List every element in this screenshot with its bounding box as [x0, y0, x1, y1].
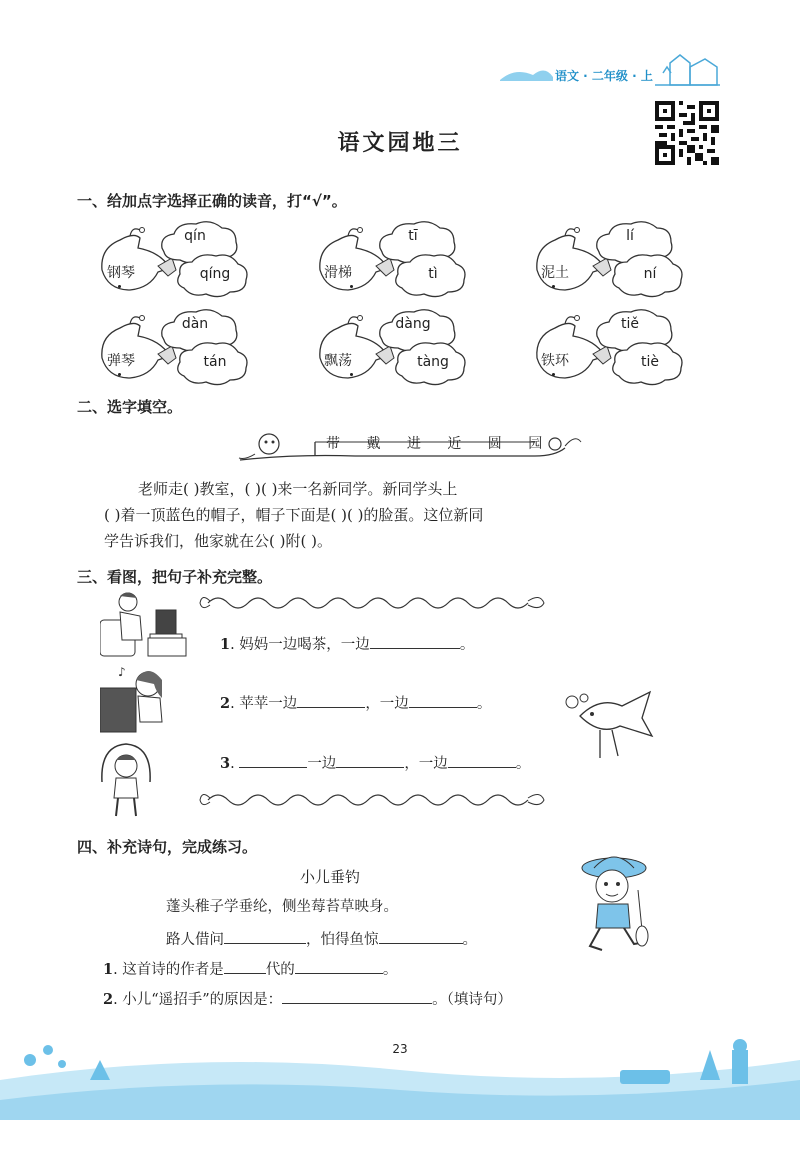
emphasis-dot: [118, 285, 121, 288]
paragraph-line-1[interactable]: 老师走( )教室，( )( )来一名新同学。新同学头上: [138, 480, 458, 498]
pinyin-option-5b[interactable]: tàng: [417, 354, 449, 370]
sentence-text: ，一边: [404, 756, 448, 772]
section4-heading: 四、补充诗句，完成练习。: [77, 838, 258, 856]
svg-text:♪: ♪: [118, 665, 126, 679]
section2-heading: 二、选字填空。: [77, 398, 183, 416]
question-text: 代的: [265, 962, 295, 978]
sentence-text: . 妈妈一边喝茶，一边: [230, 637, 370, 653]
emphasis-dot: [118, 373, 121, 376]
pinyin-option-1b[interactable]: qíng: [199, 266, 231, 282]
q-number: 2: [220, 695, 231, 712]
section3-heading: 三、看图，把句子补充完整。: [77, 568, 273, 586]
question-text: . 小儿“遥招手”的原因是：: [113, 992, 283, 1008]
q-number: 1: [220, 636, 231, 653]
answer-blank[interactable]: [224, 959, 266, 974]
page-title: 语文园地三: [337, 131, 463, 156]
pinyin-option-3a[interactable]: lí: [626, 228, 634, 244]
pinyin-exercise: [0, 0, 800, 400]
answer-blank[interactable]: [224, 929, 306, 944]
girl-playing-piano-image: [100, 662, 170, 734]
paragraph-line-3[interactable]: 学告诉我们，他家就在公( )附( )。: [104, 532, 332, 550]
poem-line-2: [166, 928, 477, 949]
header-text: 语文 · 二年级 · 上: [555, 69, 653, 83]
section1-heading: 一、给加点字选择正确的读音，打“√”。: [77, 192, 347, 210]
poem-text: ，怕得鱼惊: [306, 932, 379, 948]
answer-blank[interactable]: [409, 693, 477, 708]
footer-decoration: [0, 1020, 800, 1120]
pinyin-option-6b[interactable]: tiè: [641, 354, 659, 370]
answer-blank[interactable]: [448, 753, 516, 768]
answer-blank[interactable]: [379, 929, 463, 944]
answer-blank[interactable]: [370, 634, 460, 649]
word-4: 弹琴: [107, 353, 135, 369]
pinyin-option-5a[interactable]: dàng: [395, 316, 431, 332]
fishing-boy-image: [572, 850, 658, 955]
question-text: . 这首诗的作者是: [113, 962, 224, 978]
sentence-end: 。: [459, 637, 475, 653]
emphasis-dot: [350, 373, 353, 376]
fill-in-paragraph: [104, 476, 724, 554]
sentence-text: .: [230, 756, 240, 772]
fish-illustration: [560, 686, 655, 766]
question-reason: [103, 988, 512, 1009]
poem-line-1: 蓬头稚子学垂纶，侧坐莓苔草映身。: [166, 899, 398, 915]
pinyin-option-4b[interactable]: tán: [203, 354, 227, 370]
mother-drinking-tea-image: [100, 590, 190, 660]
answer-blank[interactable]: [295, 959, 383, 974]
q-number: 2: [103, 991, 114, 1008]
pinyin-option-1a[interactable]: qín: [184, 228, 206, 244]
leaf-cloud-graphics: [0, 0, 800, 400]
word-1: 钢琴: [107, 265, 135, 281]
answer-blank[interactable]: [297, 693, 365, 708]
pinyin-option-6a[interactable]: tiě: [621, 316, 639, 332]
sentence-2: [220, 692, 491, 713]
sentence-text: 一边: [307, 756, 337, 772]
boy-jumping-rope-image: [96, 742, 156, 820]
emphasis-dot: [552, 373, 555, 376]
question-end: 。（填诗句）: [432, 992, 512, 1008]
word-options: 带 戴 进 近 圆 园: [326, 436, 554, 452]
answer-blank[interactable]: [282, 989, 432, 1004]
answer-blank[interactable]: [336, 753, 404, 768]
question-author: [103, 958, 397, 979]
q-number: 1: [103, 961, 114, 978]
poem-title: 小儿垂钓: [300, 868, 361, 886]
pinyin-option-4a[interactable]: dàn: [181, 316, 209, 332]
paragraph-line-2[interactable]: ( )着一顶蓝色的帽子，帽子下面是( )( )的脸蛋。这位新同: [104, 506, 484, 524]
word-6: 铁环: [541, 353, 569, 369]
word-3: 泥土: [541, 265, 569, 281]
pinyin-option-2a[interactable]: tī: [408, 228, 418, 244]
emphasis-dot: [552, 285, 555, 288]
wavy-border-top: [198, 593, 548, 613]
page-number: 23: [392, 1042, 408, 1056]
word-2: 滑梯: [324, 265, 352, 281]
sentence-text: ，一边: [365, 696, 409, 712]
sentence-end: 。: [476, 696, 492, 712]
word-5: 飘荡: [324, 353, 352, 369]
emphasis-dot: [350, 285, 353, 288]
sentence-3: [220, 752, 530, 773]
poem-end: 。: [462, 932, 477, 948]
pinyin-option-3b[interactable]: ní: [643, 266, 657, 282]
answer-blank[interactable]: [239, 753, 307, 768]
sentence-1: [220, 633, 474, 654]
sentence-end: 。: [515, 756, 531, 772]
q-number: 3: [220, 755, 231, 772]
sentence-text: . 苹苹一边: [230, 696, 298, 712]
wavy-border-bottom: [198, 790, 548, 810]
pinyin-option-2b[interactable]: tì: [428, 266, 438, 282]
question-end: 。: [382, 962, 398, 978]
poem-text: 路人借问: [166, 932, 224, 948]
